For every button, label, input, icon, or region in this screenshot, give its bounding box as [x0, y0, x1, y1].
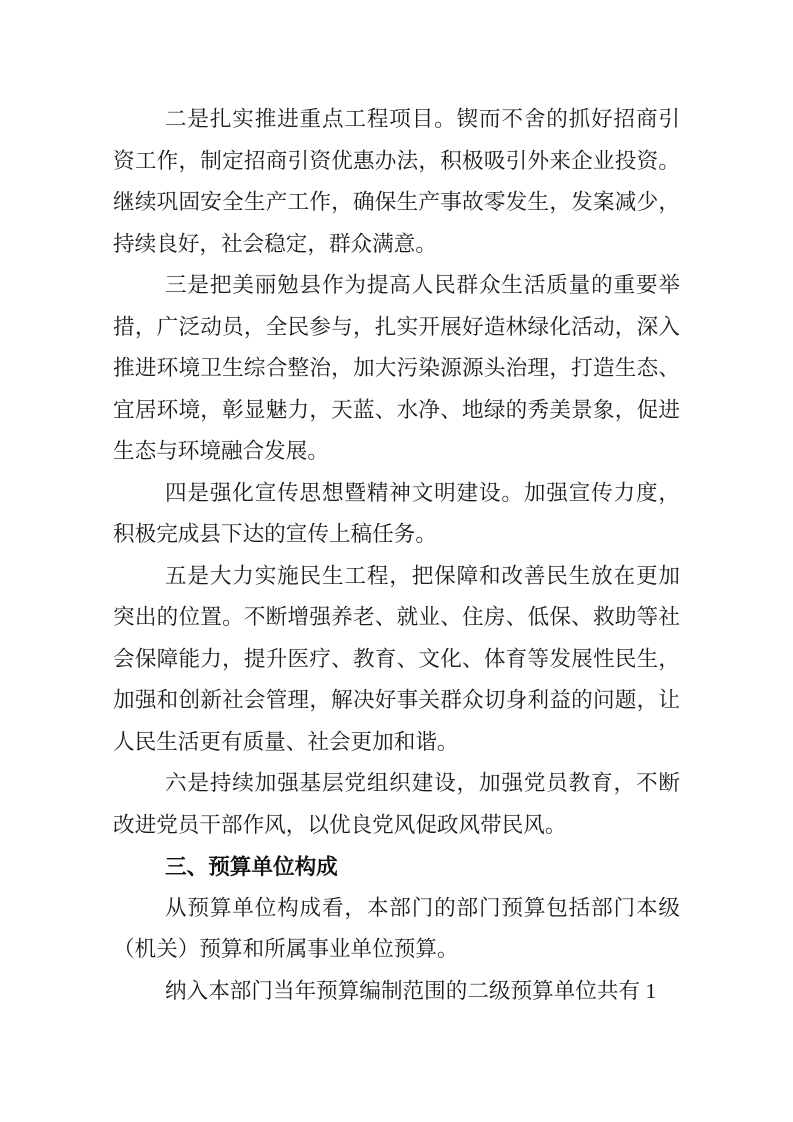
paragraph-publicity: 四是强化宣传思想暨精神文明建设。加强宣传力度，积极完成县下达的宣传上稿任务。	[113, 480, 680, 546]
paragraph-party-building: 六是持续加强基层党组织建设，加强党员教育，不断改进党员干部作风，以优良党风促政风带民风。	[113, 771, 680, 837]
paragraph-budget-composition: 从预算单位构成看，本部门的部门预算包括部门本级（机关）预算和所属事业单位预算。	[113, 895, 680, 961]
section-heading-budget-unit-composition: 三、预算单位构成	[165, 854, 338, 879]
paragraph-beautiful-county: 三是把美丽勉县作为提高人民群众生活质量的重要举措，广泛动员，全民参与，扎实开展好造林绿化活动，深入推进环境卫生综合整治，加大污染源源头治理，打造生态、宜居环境，彰显魅力，天蓝、水净、地绿的秀美景象，促进生态与环境融合发展。	[113, 273, 680, 463]
paragraph-livelihood: 五是大力实施民生工程，把保障和改善民生放在更加突出的位置。不断增强养老、就业、住房、低保、救助等社会保障能力，提升医疗、教育、文化、体育等发展性民生，加强和创新社会管理，解决好事关群众切身利益的问题，让人民生活更有质量、社会更加和谐。	[113, 563, 680, 754]
document-body	[113, 99, 680, 1012]
paragraph-secondary-units: 纳入本部门当年预算编制范围的二级预算单位共有 1	[165, 978, 657, 1003]
paragraph-key-projects: 二是扎实推进重点工程项目。锲而不舍的抓好招商引资工作，制定招商引资优惠办法，积极吸引外来企业投资。继续巩固安全生产工作，确保生产事故零发生，发案减少，持续良好，社会稳定，群众满意。	[113, 107, 680, 256]
